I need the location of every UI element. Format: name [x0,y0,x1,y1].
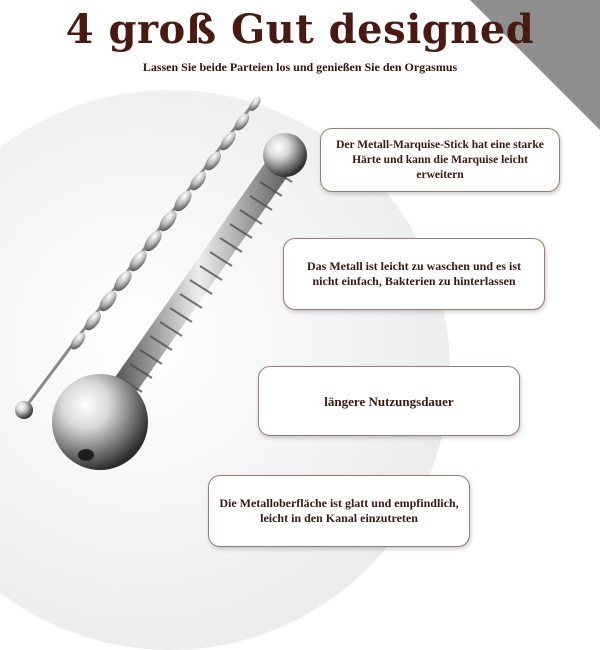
feature-text: Der Metall-Marquise-Stick hat eine starke Härte und kann die Marquise leicht erweitern [336,138,544,181]
page-subtitle: Lassen Sie beide Parteien los und genießen Sie den Orgasmus [142,60,458,74]
feature-text: Die Metalloberfläche ist glatt und empfindlich, leicht in den Kanal einzutreten [219,496,459,525]
feature-text: längere Nutzungsdauer [324,393,454,409]
feature-text: Das Metall ist leicht zu waschen und es ist nicht einfach, Bakterien zu hinterlassen [307,259,521,288]
feature-card-smoothness [208,475,470,547]
page-title: 4 groß Gut designed [65,6,535,53]
feature-card-durability [258,366,520,436]
feature-card-hygiene [283,238,545,310]
feature-card-hardness [320,128,560,192]
